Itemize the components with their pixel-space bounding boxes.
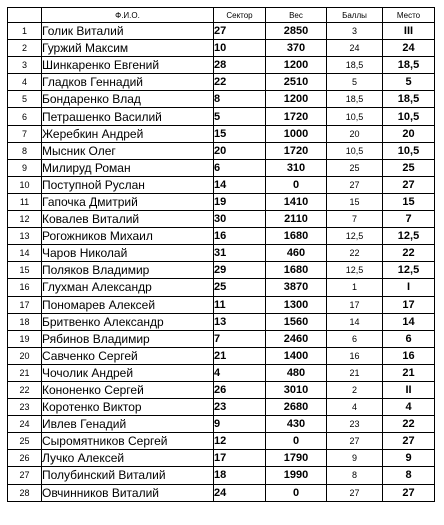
- cell-sector: 26: [214, 381, 266, 398]
- table-row: [8, 142, 435, 159]
- cell-place: 22: [383, 416, 435, 433]
- cell-number: 2: [8, 40, 42, 57]
- cell-place: 14: [383, 313, 435, 330]
- cell-points: 27: [327, 433, 383, 450]
- cell-weight: 1680: [266, 228, 327, 245]
- cell-points: 25: [327, 159, 383, 176]
- results-table: [7, 7, 435, 502]
- cell-sector: 19: [214, 193, 266, 210]
- table-row: [8, 57, 435, 74]
- cell-number: 14: [8, 245, 42, 262]
- cell-place: 21: [383, 364, 435, 381]
- cell-number: 9: [8, 159, 42, 176]
- cell-full-name: Жеребкин Андрей: [42, 125, 214, 142]
- cell-number: 28: [8, 484, 42, 501]
- cell-place: 27: [383, 176, 435, 193]
- table-row: [8, 433, 435, 450]
- cell-sector: 25: [214, 279, 266, 296]
- cell-full-name: Коротенко Виктор: [42, 399, 214, 416]
- cell-full-name: Овчинников Виталий: [42, 484, 214, 501]
- header-place: Место: [383, 8, 435, 23]
- cell-full-name: Поляков Владимир: [42, 262, 214, 279]
- cell-place: 10,5: [383, 142, 435, 159]
- cell-place: III: [383, 23, 435, 40]
- cell-number: 27: [8, 467, 42, 484]
- cell-place: 12,5: [383, 262, 435, 279]
- cell-full-name: Голик Виталий: [42, 23, 214, 40]
- cell-weight: 1400: [266, 347, 327, 364]
- cell-points: 3: [327, 23, 383, 40]
- cell-full-name: Лучко Алексей: [42, 450, 214, 467]
- cell-number: 26: [8, 450, 42, 467]
- cell-points: 12,5: [327, 228, 383, 245]
- cell-weight: 0: [266, 176, 327, 193]
- cell-full-name: Рогожников Михаил: [42, 228, 214, 245]
- cell-sector: 24: [214, 484, 266, 501]
- table-row: [8, 484, 435, 501]
- cell-sector: 30: [214, 211, 266, 228]
- header-number: [8, 8, 42, 23]
- cell-full-name: Бритвенко Александр: [42, 313, 214, 330]
- cell-weight: 460: [266, 245, 327, 262]
- table-row: [8, 467, 435, 484]
- cell-weight: 1720: [266, 108, 327, 125]
- cell-full-name: Гуржий Максим: [42, 40, 214, 57]
- cell-weight: 430: [266, 416, 327, 433]
- table-row: [8, 313, 435, 330]
- cell-full-name: Мысник Олег: [42, 142, 214, 159]
- cell-place: 20: [383, 125, 435, 142]
- cell-place: 9: [383, 450, 435, 467]
- cell-full-name: Петрашенко Василий: [42, 108, 214, 125]
- cell-number: 21: [8, 364, 42, 381]
- cell-points: 5: [327, 74, 383, 91]
- cell-number: 22: [8, 381, 42, 398]
- cell-points: 9: [327, 450, 383, 467]
- table-row: [8, 228, 435, 245]
- cell-weight: 2110: [266, 211, 327, 228]
- cell-number: 23: [8, 399, 42, 416]
- cell-points: 7: [327, 211, 383, 228]
- cell-weight: 1990: [266, 467, 327, 484]
- cell-place: 17: [383, 296, 435, 313]
- cell-points: 10,5: [327, 108, 383, 125]
- table-row: [8, 399, 435, 416]
- cell-number: 8: [8, 142, 42, 159]
- header-full-name: Ф.И.О.: [42, 8, 214, 23]
- cell-weight: 0: [266, 484, 327, 501]
- cell-full-name: Шинкаренко Евгений: [42, 57, 214, 74]
- table-row: [8, 279, 435, 296]
- cell-sector: 8: [214, 91, 266, 108]
- cell-sector: 21: [214, 347, 266, 364]
- cell-number: 3: [8, 57, 42, 74]
- cell-full-name: Поступной Руслан: [42, 176, 214, 193]
- cell-points: 6: [327, 330, 383, 347]
- cell-points: 14: [327, 313, 383, 330]
- cell-weight: 1560: [266, 313, 327, 330]
- cell-place: 25: [383, 159, 435, 176]
- cell-full-name: Рябинов Владимир: [42, 330, 214, 347]
- cell-number: 1: [8, 23, 42, 40]
- cell-full-name: Савченко Сергей: [42, 347, 214, 364]
- table-row: [8, 296, 435, 313]
- table-row: [8, 364, 435, 381]
- cell-number: 6: [8, 108, 42, 125]
- cell-weight: 1200: [266, 57, 327, 74]
- cell-sector: 10: [214, 40, 266, 57]
- cell-sector: 5: [214, 108, 266, 125]
- table-row: [8, 262, 435, 279]
- cell-weight: 480: [266, 364, 327, 381]
- cell-full-name: Гапочка Дмитрий: [42, 193, 214, 210]
- cell-number: 17: [8, 296, 42, 313]
- table-row: [8, 40, 435, 57]
- cell-points: 18,5: [327, 57, 383, 74]
- header-row: [8, 8, 435, 23]
- cell-sector: 16: [214, 228, 266, 245]
- table-row: [8, 330, 435, 347]
- cell-number: 18: [8, 313, 42, 330]
- cell-weight: 2680: [266, 399, 327, 416]
- cell-points: 21: [327, 364, 383, 381]
- cell-number: 10: [8, 176, 42, 193]
- cell-sector: 23: [214, 399, 266, 416]
- cell-sector: 4: [214, 364, 266, 381]
- cell-points: 17: [327, 296, 383, 313]
- table-row: [8, 381, 435, 398]
- cell-points: 16: [327, 347, 383, 364]
- cell-number: 20: [8, 347, 42, 364]
- cell-sector: 6: [214, 159, 266, 176]
- cell-points: 22: [327, 245, 383, 262]
- cell-full-name: Кононенко Сергей: [42, 381, 214, 398]
- cell-points: 27: [327, 176, 383, 193]
- cell-full-name: Сыромятников Сергей: [42, 433, 214, 450]
- cell-number: 4: [8, 74, 42, 91]
- cell-weight: 1680: [266, 262, 327, 279]
- cell-sector: 18: [214, 467, 266, 484]
- cell-points: 8: [327, 467, 383, 484]
- cell-sector: 9: [214, 416, 266, 433]
- cell-sector: 28: [214, 57, 266, 74]
- table-row: [8, 125, 435, 142]
- cell-weight: 3870: [266, 279, 327, 296]
- cell-points: 15: [327, 193, 383, 210]
- cell-sector: 22: [214, 74, 266, 91]
- cell-points: 20: [327, 125, 383, 142]
- cell-full-name: Чаров Николай: [42, 245, 214, 262]
- cell-place: 18,5: [383, 91, 435, 108]
- cell-sector: 27: [214, 23, 266, 40]
- table-row: [8, 23, 435, 40]
- cell-points: 27: [327, 484, 383, 501]
- cell-full-name: Ковалев Виталий: [42, 211, 214, 228]
- cell-number: 24: [8, 416, 42, 433]
- cell-weight: 310: [266, 159, 327, 176]
- cell-place: 27: [383, 433, 435, 450]
- cell-points: 10,5: [327, 142, 383, 159]
- cell-sector: 20: [214, 142, 266, 159]
- header-weight: Вес: [266, 8, 327, 23]
- cell-place: 7: [383, 211, 435, 228]
- cell-sector: 15: [214, 125, 266, 142]
- table-row: [8, 193, 435, 210]
- cell-full-name: Бондаренко Влад: [42, 91, 214, 108]
- cell-place: 12,5: [383, 228, 435, 245]
- cell-place: II: [383, 381, 435, 398]
- cell-sector: 14: [214, 176, 266, 193]
- cell-weight: 1790: [266, 450, 327, 467]
- cell-place: 24: [383, 40, 435, 57]
- cell-full-name: Ивлев Генадий: [42, 416, 214, 433]
- cell-place: 16: [383, 347, 435, 364]
- table-row: [8, 347, 435, 364]
- cell-number: 7: [8, 125, 42, 142]
- table-row: [8, 74, 435, 91]
- cell-number: 12: [8, 211, 42, 228]
- cell-full-name: Полубинский Виталий: [42, 467, 214, 484]
- cell-full-name: Пономарев Алексей: [42, 296, 214, 313]
- header-points: Баллы: [327, 8, 383, 23]
- cell-number: 19: [8, 330, 42, 347]
- table-row: [8, 159, 435, 176]
- cell-weight: 1720: [266, 142, 327, 159]
- cell-place: 18,5: [383, 57, 435, 74]
- header-sector: Сектор: [214, 8, 266, 23]
- cell-sector: 29: [214, 262, 266, 279]
- cell-weight: 370: [266, 40, 327, 57]
- cell-points: 2: [327, 381, 383, 398]
- cell-weight: 2510: [266, 74, 327, 91]
- cell-sector: 13: [214, 313, 266, 330]
- cell-sector: 17: [214, 450, 266, 467]
- cell-weight: 2850: [266, 23, 327, 40]
- table-row: [8, 91, 435, 108]
- cell-place: 4: [383, 399, 435, 416]
- cell-points: 23: [327, 416, 383, 433]
- cell-place: 10,5: [383, 108, 435, 125]
- cell-place: 8: [383, 467, 435, 484]
- table-row: [8, 450, 435, 467]
- cell-full-name: Глухман Александр: [42, 279, 214, 296]
- table-row: [8, 176, 435, 193]
- cell-points: 1: [327, 279, 383, 296]
- cell-number: 13: [8, 228, 42, 245]
- cell-number: 5: [8, 91, 42, 108]
- cell-place: 27: [383, 484, 435, 501]
- cell-points: 18,5: [327, 91, 383, 108]
- cell-place: 15: [383, 193, 435, 210]
- cell-sector: 31: [214, 245, 266, 262]
- cell-weight: 0: [266, 433, 327, 450]
- cell-place: 22: [383, 245, 435, 262]
- cell-full-name: Милируд Роман: [42, 159, 214, 176]
- cell-weight: 3010: [266, 381, 327, 398]
- cell-weight: 1410: [266, 193, 327, 210]
- table-row: [8, 211, 435, 228]
- table-row: [8, 108, 435, 125]
- cell-sector: 7: [214, 330, 266, 347]
- cell-number: 16: [8, 279, 42, 296]
- cell-sector: 12: [214, 433, 266, 450]
- cell-full-name: Гладков Геннадий: [42, 74, 214, 91]
- cell-place: 6: [383, 330, 435, 347]
- cell-points: 12,5: [327, 262, 383, 279]
- cell-number: 25: [8, 433, 42, 450]
- table-body: [8, 23, 435, 502]
- cell-weight: 1200: [266, 91, 327, 108]
- cell-place: I: [383, 279, 435, 296]
- cell-points: 24: [327, 40, 383, 57]
- cell-full-name: Чочолик Андрей: [42, 364, 214, 381]
- cell-place: 5: [383, 74, 435, 91]
- cell-points: 4: [327, 399, 383, 416]
- table-row: [8, 416, 435, 433]
- table-row: [8, 245, 435, 262]
- cell-weight: 1000: [266, 125, 327, 142]
- cell-number: 11: [8, 193, 42, 210]
- cell-number: 15: [8, 262, 42, 279]
- cell-weight: 2460: [266, 330, 327, 347]
- cell-sector: 11: [214, 296, 266, 313]
- cell-weight: 1300: [266, 296, 327, 313]
